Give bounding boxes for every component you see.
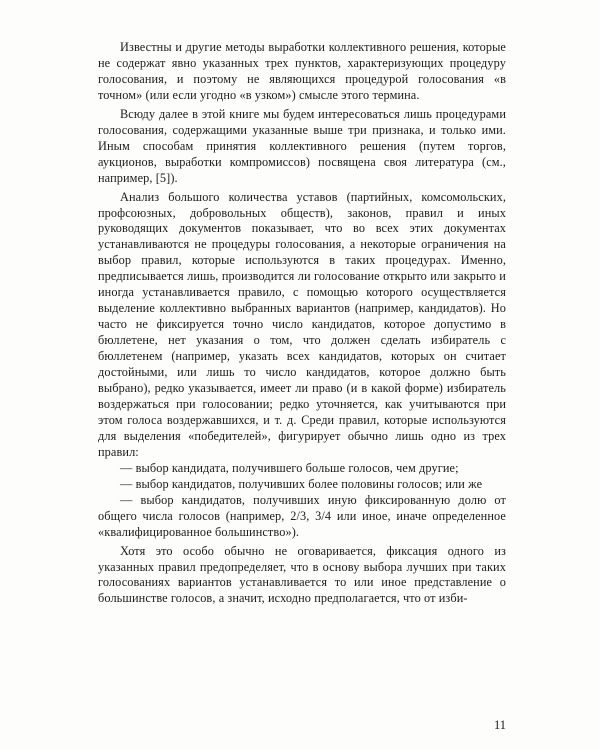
page-text-block xyxy=(98,40,506,607)
rule-list-item-plurality: — выбор кандидата, получившего больше голосов, чем другие; xyxy=(120,460,459,475)
paragraph-scope-of-book: Всюду далее в этой книге мы будем интересоваться лишь процедурами голосования, содержащими указанные выше три признака, и только ими. Иным способам принятия коллективного решения (путем торгов, аукционов, выработки компромиссов) посвящена своя литература (см., например, [5]). xyxy=(98,106,506,185)
paragraph-other-methods: Известны и другие методы выработки коллективного решения, которые не содержат явно указанных трех пунктов, характеризующих процедуру голосования, и поэтому не являющихся процедурой голосования «в точном» (или если угодно «в узком») смысле этого термина. xyxy=(98,40,506,102)
paragraph-charter-analysis: Анализ большого количества уставов (партийных, комсомольских, профсоюзных, добровольных обществ), законов, правил и иных руководящих документов показывает, что во всех этих документах устанавливаются не процедуры голосования, а некоторые ограничения на выбор правил, которые используются в таких процедурах. Именно, предписывается лишь, производится ли голосование открыто или закрыто и иногда устанавливается правило, с помощью которого осуществляется выделение коллективно выбранных вариантов (например, кандидатов). Но часто не фиксируется точно число кандидатов, которое допустимо в бюллетене, нет указания о том, что должен сделать избиратель с бюллетенем (например, указать всех кандидатов, которых он считает достойными, или лишь то число кандидатов, которое должно быть выбрано), редко указывается, имеет ли право (и в какой форме) избиратель воздержаться при голосовании; редко уточняется, как учитываются при этом голоса воздержавшихся, и т. д. Среди правил, которые используются для выделения «победителей», фигурирует обычно лишь одно из трех правил: xyxy=(98,189,506,459)
page-number: 11 xyxy=(493,718,506,732)
rule-list-item-majority: — выбор кандидатов, получивших более половины голосов; или же xyxy=(120,476,483,491)
paragraph-closing: Хотя это особо обычно не оговаривается, фиксация одного из указанных правил предопределяет, что в основу выбора лучших при таких голосованиях вариантов устанавливается то или иное представление о большинстве голосов, а значит, исходно предполагается, что от изби- xyxy=(98,543,506,606)
rule-list-item-qualified-majority: — выбор кандидатов, получивших иную фиксированную долю от общего числа голосов (например, 2/3, 3/4 или иное, иначе определенное «квалифицированное большинство»). xyxy=(98,492,506,539)
